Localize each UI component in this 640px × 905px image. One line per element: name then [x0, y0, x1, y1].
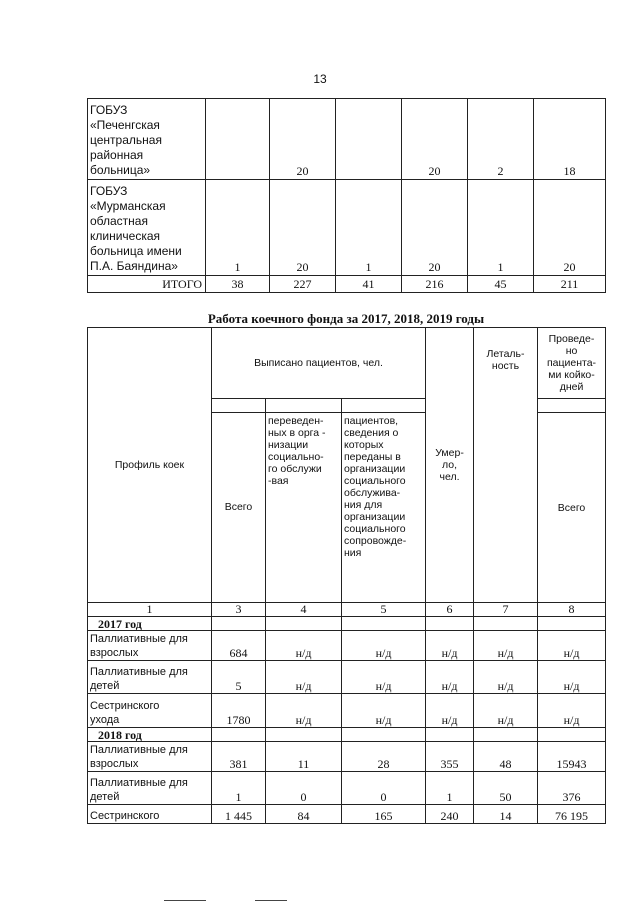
cell-value: 15943	[538, 742, 606, 772]
table-title: Работа коечного фонда за 2017, 2018, 2019 годы	[207, 311, 485, 326]
total-value: 216	[402, 276, 468, 293]
cell-value: 0	[266, 772, 342, 805]
cell-value: 18	[534, 99, 606, 180]
cell-value: н/д	[538, 661, 606, 694]
cell-value: н/д	[266, 694, 342, 728]
page-number: 13	[313, 72, 327, 86]
table-row	[88, 99, 606, 180]
footer-line	[164, 900, 206, 901]
total-row	[88, 276, 606, 293]
hospital-table	[87, 98, 606, 293]
header-profile: Профиль коек	[88, 328, 212, 603]
cell-value: 20	[270, 180, 336, 276]
table-row	[88, 631, 606, 661]
cell-value: 20	[402, 180, 468, 276]
cell-value: 684	[212, 631, 266, 661]
total-label: ИТОГО	[88, 276, 206, 293]
column-numbers-row	[88, 603, 606, 617]
column-number: 3	[212, 603, 266, 617]
cell-value: 381	[212, 742, 266, 772]
cell-value: 1780	[212, 694, 266, 728]
bed-fund-table	[87, 327, 606, 824]
cell-value: 1 445	[212, 805, 266, 824]
column-number: 7	[474, 603, 538, 617]
year-row	[88, 728, 606, 742]
year-label: 2017 год	[88, 617, 212, 631]
total-value: 227	[270, 276, 336, 293]
cell-value: н/д	[538, 631, 606, 661]
cell-value: 0	[342, 772, 426, 805]
total-value: 38	[206, 276, 270, 293]
total-value: 41	[336, 276, 402, 293]
cell-value: 1	[336, 180, 402, 276]
table-row	[88, 772, 606, 805]
cell-value: 84	[266, 805, 342, 824]
bed-profile: Паллиативные для детей	[88, 661, 212, 694]
total-value: 211	[534, 276, 606, 293]
org-name: ГОБУЗ «Мурманская областная клиническая больница имени П.А. Баяндина»	[88, 180, 206, 276]
header-discharged: Выписано пациентов, чел.	[212, 328, 426, 399]
cell-value: 2	[468, 99, 534, 180]
cell-value: 50	[474, 772, 538, 805]
cell-value: 165	[342, 805, 426, 824]
footer-line	[255, 900, 287, 901]
bed-profile: Сестринского	[88, 805, 212, 824]
cell-value: 5	[212, 661, 266, 694]
bed-profile: Паллиативные для взрослых	[88, 742, 212, 772]
cell-value: н/д	[342, 694, 426, 728]
cell-value: 376	[538, 772, 606, 805]
cell-value: 240	[426, 805, 474, 824]
cell-value: 14	[474, 805, 538, 824]
header-bed-days: Проведе- но пациента- ми койко- дней	[538, 328, 606, 399]
cell-value: 20	[270, 99, 336, 180]
cell-value: н/д	[474, 694, 538, 728]
cell-value	[206, 99, 270, 180]
cell-value: н/д	[538, 694, 606, 728]
cell-value: 1	[426, 772, 474, 805]
column-number: 5	[342, 603, 426, 617]
column-number: 4	[266, 603, 342, 617]
cell-value: н/д	[342, 631, 426, 661]
cell-value	[336, 99, 402, 180]
bed-profile: Сестринского ухода	[88, 694, 212, 728]
header-lethality: Леталь- ность	[474, 328, 538, 603]
column-number: 6	[426, 603, 474, 617]
table-row	[88, 742, 606, 772]
bed-profile: Паллиативные для детей	[88, 772, 212, 805]
header-social: пациентов, сведения о которых переданы в организации социального обслужива- ния для организации социального сопровожде- ния	[342, 413, 426, 603]
cell-value: н/д	[426, 694, 474, 728]
year-label: 2018 год	[88, 728, 212, 742]
cell-value: 20	[534, 180, 606, 276]
cell-value: н/д	[426, 631, 474, 661]
header-bed-days-total: Всего	[538, 413, 606, 603]
cell-value: 48	[474, 742, 538, 772]
column-number: 1	[88, 603, 212, 617]
org-name: ГОБУЗ «Печенгская центральная районная больница»	[88, 99, 206, 180]
table-row	[88, 805, 606, 824]
table-row	[88, 661, 606, 694]
cell-value: 1	[206, 180, 270, 276]
cell-value: н/д	[426, 661, 474, 694]
table-row	[88, 180, 606, 276]
cell-value: н/д	[474, 661, 538, 694]
header-died: Умер- ло, чел.	[426, 328, 474, 603]
cell-value: 76 195	[538, 805, 606, 824]
header-transferred: переведен- ных в орга - низации социально- го обслужи -вая	[266, 413, 342, 603]
cell-value: 28	[342, 742, 426, 772]
table-row	[88, 694, 606, 728]
cell-value: 1	[468, 180, 534, 276]
cell-value: 1	[212, 772, 266, 805]
cell-value: н/д	[474, 631, 538, 661]
cell-value: н/д	[266, 631, 342, 661]
cell-value: н/д	[342, 661, 426, 694]
bed-profile: Паллиативные для взрослых	[88, 631, 212, 661]
cell-value: 11	[266, 742, 342, 772]
cell-value: н/д	[266, 661, 342, 694]
total-value: 45	[468, 276, 534, 293]
cell-value: 20	[402, 99, 468, 180]
header-total-discharged: Всего	[212, 413, 266, 603]
column-number: 8	[538, 603, 606, 617]
cell-value: 355	[426, 742, 474, 772]
year-row	[88, 617, 606, 631]
